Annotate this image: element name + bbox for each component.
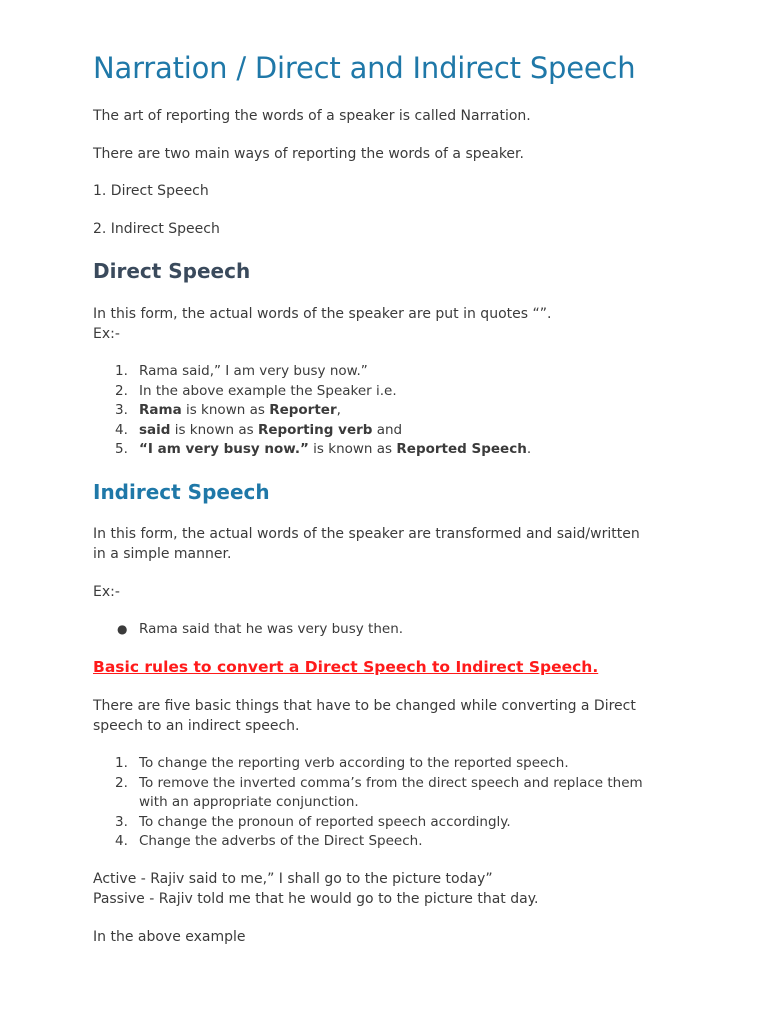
page-title: Narration / Direct and Indirect Speech [93, 51, 636, 85]
rules-intro-2: speech to an indirect speech. [93, 718, 300, 734]
intro-paragraph: The art of reporting the words of a speaker is called Narration. [93, 108, 531, 124]
list-item: ● Rama said that he was very busy then. [93, 620, 403, 640]
list-item: 1. To change the reporting verb according to the reported speech. [115, 755, 569, 771]
intro-item-indirect: 2. Indirect Speech [93, 221, 220, 237]
list-item: 4. Change the adverbs of the Direct Speech. [115, 833, 423, 849]
list-item: 3. To change the pronoun of reported speech accordingly. [115, 813, 511, 830]
list-item: 2. In the above example the Speaker i.e. [115, 382, 397, 399]
closing-text: In the above example [93, 929, 246, 945]
indirect-example-list [93, 620, 403, 640]
direct-speech-heading: Direct Speech [93, 259, 251, 283]
direct-example-list [93, 362, 531, 460]
active-label: Active [93, 871, 137, 887]
list-item: 3. Rama is known as Reporter, [115, 402, 341, 418]
indirect-desc: In this form, the actual words of the speaker are transformed and said/written [93, 526, 640, 542]
indirect-speech-heading: Indirect Speech [93, 480, 270, 504]
intro-item-direct: 1. Direct Speech [93, 183, 209, 199]
list-item: with an appropriate conjunction. [139, 794, 359, 810]
intro-paragraph-2: There are two main ways of reporting the words of a speaker. [93, 146, 524, 162]
active-text: - Rajiv said to me,” I shall go to the picture today” [136, 871, 493, 887]
indirect-desc-2: in a simple manner. [93, 546, 232, 562]
list-item: 4. said is known as Reporting verb and [115, 421, 403, 438]
rules-heading: Basic rules to convert a Direct Speech to Indirect Speech. [93, 658, 599, 676]
rules-list [93, 754, 643, 852]
rules-intro: There are five basic things that have to be changed while converting a Direct [93, 698, 636, 714]
list-item: 2. To remove the inverted comma’s from the direct speech and replace them [115, 774, 643, 791]
passive-label: Passive [93, 891, 145, 907]
passive-text: - Rajiv told me that he would go to the picture that day. [144, 891, 539, 907]
active-example [93, 869, 493, 889]
list-item: 5. “I am very busy now.” is known as Reported Speech. [115, 441, 532, 457]
bullet-icon: ● [117, 622, 128, 636]
direct-desc: In this form, the actual words of the speaker are put in quotes “”. [93, 306, 552, 322]
indirect-ex-label: Ex:- [93, 584, 120, 600]
direct-ex-label: Ex:- [93, 326, 120, 342]
passive-example [93, 889, 538, 909]
list-item: 1. Rama said,” I am very busy now.” [115, 363, 368, 379]
